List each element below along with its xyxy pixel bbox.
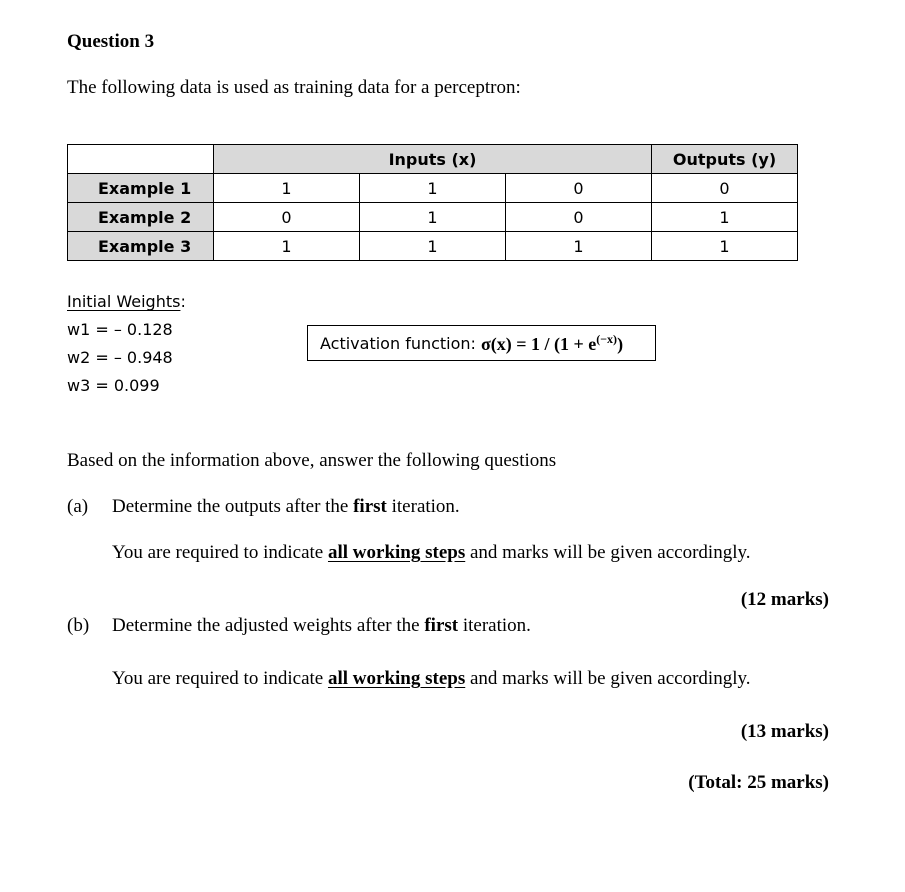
total-marks: (Total: 25 marks) [688, 772, 829, 793]
part-a-label: (a) [67, 496, 89, 517]
table-row [68, 232, 798, 261]
part-a-req-post: and marks will be given accordingly. [465, 542, 751, 563]
part-b-text-post: iteration. [458, 615, 531, 636]
training-data-table [67, 144, 798, 261]
row-label: Example 2 [68, 203, 214, 232]
row-label: Example 3 [68, 232, 214, 261]
activation-formula [481, 332, 623, 355]
formula-exponent: (−x) [596, 331, 618, 346]
part-a-req-bold: all working steps [327, 542, 466, 563]
part-b-requirement [112, 668, 751, 690]
part-a-req-pre: You are required to indicate [112, 542, 328, 563]
table-row [68, 174, 798, 203]
part-a-text-pre: Determine the outputs after the [112, 496, 354, 517]
part-a-marks: (12 marks) [740, 589, 829, 610]
cell-x2: 1 [360, 174, 506, 203]
cell-x1: 1 [214, 174, 360, 203]
part-b-label: (b) [67, 615, 90, 636]
part-b-req-bold: all working steps [327, 668, 466, 689]
cell-y: 1 [652, 232, 798, 261]
part-a-requirement [112, 542, 751, 564]
initial-weights-title: Initial Weights [67, 292, 181, 311]
cell-x3: 0 [506, 174, 652, 203]
cell-x2: 1 [360, 203, 506, 232]
part-b-text-bold: first [424, 615, 459, 636]
question-title: Question 3 [67, 31, 155, 52]
table-header-row [68, 145, 798, 174]
table-corner-cell [68, 145, 214, 174]
formula-close: ) [617, 333, 624, 354]
intro-text: The following data is used as training data for a perceptron: [67, 77, 521, 98]
inputs-header: Inputs (x) [214, 145, 652, 174]
cell-x3: 1 [506, 232, 652, 261]
row-label: Example 1 [68, 174, 214, 203]
outputs-header: Outputs (y) [652, 145, 798, 174]
part-a-question [112, 496, 460, 518]
activation-function-box [307, 325, 656, 361]
activation-label: Activation function: [320, 333, 476, 353]
weight-w3: w3 = 0.099 [67, 376, 160, 395]
part-b-text-pre: Determine the adjusted weights after the [112, 615, 425, 636]
cell-x3: 0 [506, 203, 652, 232]
table-row [68, 203, 798, 232]
cell-y: 0 [652, 174, 798, 203]
cell-x1: 0 [214, 203, 360, 232]
part-b-req-post: and marks will be given accordingly. [465, 668, 751, 689]
weight-w2: w2 = – 0.948 [67, 348, 173, 367]
weight-w1: w1 = – 0.128 [67, 320, 173, 339]
instructions-text: Based on the information above, answer the following questions [67, 450, 557, 471]
part-b-question [112, 615, 531, 637]
initial-weights-heading [67, 292, 186, 311]
cell-x1: 1 [214, 232, 360, 261]
initial-weights-colon: : [180, 292, 186, 311]
part-b-marks: (13 marks) [740, 721, 829, 742]
part-a-text-bold: first [353, 496, 387, 517]
formula-main: σ(x) = 1 / (1 + e [480, 333, 597, 354]
cell-x2: 1 [360, 232, 506, 261]
part-b-req-pre: You are required to indicate [112, 668, 328, 689]
part-a-text-post: iteration. [386, 496, 460, 517]
cell-y: 1 [652, 203, 798, 232]
